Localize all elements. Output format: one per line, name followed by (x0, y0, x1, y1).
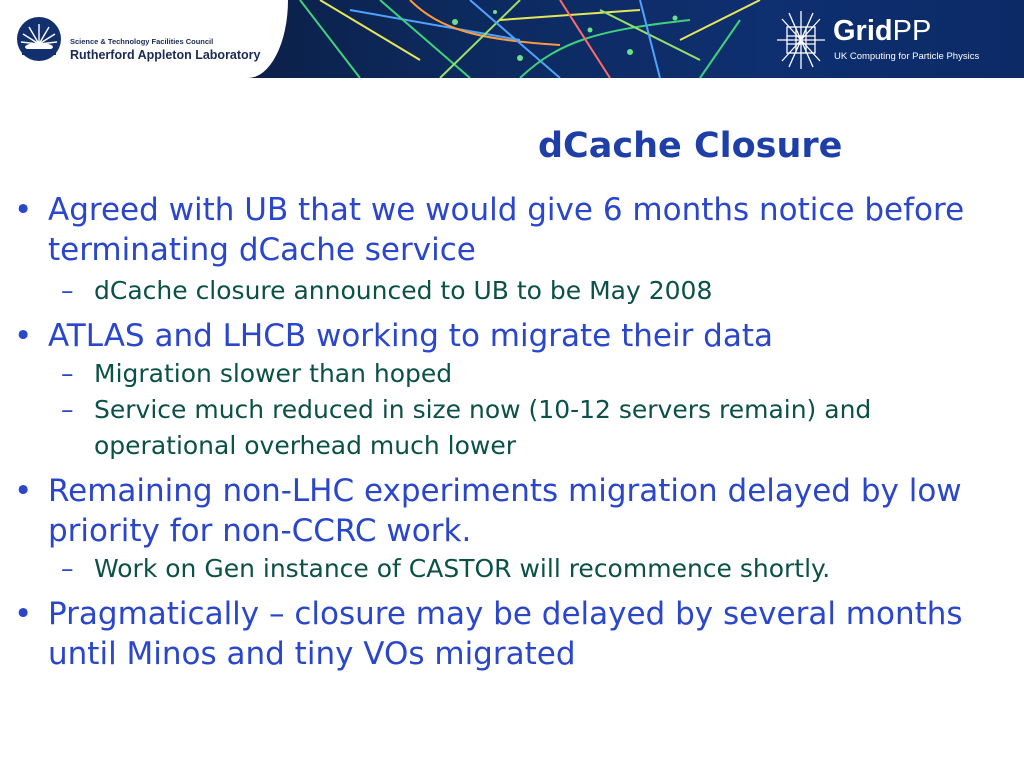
sunburst-logo-icon (16, 16, 62, 62)
gridpp-tagline: UK Computing for Particle Physics (834, 51, 980, 62)
gridpp-brand (833, 16, 931, 46)
bullet-item (14, 471, 1014, 551)
bullet-symbol: • (14, 192, 33, 228)
slide-content (14, 190, 1014, 674)
starburst-grid-icon (773, 9, 829, 71)
sub-bullet-symbol: – (61, 554, 74, 583)
bullet-symbol: • (14, 596, 33, 632)
bullet-symbol: • (14, 473, 33, 509)
bullet-text: Remaining non-LHC experiments migration delayed by low priority for non-CCRC work. (48, 473, 962, 549)
sub-bullet-item (14, 356, 1014, 392)
bullet-text: Pragmatically – closure may be delayed by several months until Minos and tiny VOs migrated (48, 596, 963, 672)
sub-bullet-item (14, 551, 1014, 587)
bullet-symbol: • (14, 318, 33, 354)
brand-grid-text: Grid (833, 15, 893, 47)
brand-pp-text: PP (892, 15, 932, 47)
bullet-item (14, 316, 1014, 356)
bullet-item (14, 594, 1014, 674)
sub-bullet-item (14, 273, 1014, 309)
sub-bullet-text: Work on Gen instance of CASTOR will recommence shortly. (94, 554, 831, 583)
bullet-text: Agreed with UB that we would give 6 months notice before terminating dCache service (48, 192, 965, 268)
bullet-text: ATLAS and LHCB working to migrate their data (48, 318, 773, 354)
sub-bullet-text: Migration slower than hoped (94, 359, 453, 388)
sub-bullet-text: dCache closure announced to UB to be May 2008 (94, 276, 713, 305)
lab-logo-panel (0, 0, 288, 78)
lab-name-text: Rutherford Appleton Laboratory (70, 48, 261, 62)
sub-bullet-symbol: – (61, 395, 74, 424)
sub-bullet-text: Service much reduced in size now (10-12 servers remain) and operational overhead much lower (94, 395, 872, 460)
sub-bullet-symbol: – (61, 276, 74, 305)
lab-council-text: Science & Technology Facilities Council (70, 37, 214, 46)
header-banner (0, 0, 1024, 78)
sub-bullet-symbol: – (61, 359, 74, 388)
bullet-item (14, 190, 1014, 270)
sub-bullet-item (14, 392, 1014, 464)
slide-title: dCache Closure (538, 126, 843, 166)
